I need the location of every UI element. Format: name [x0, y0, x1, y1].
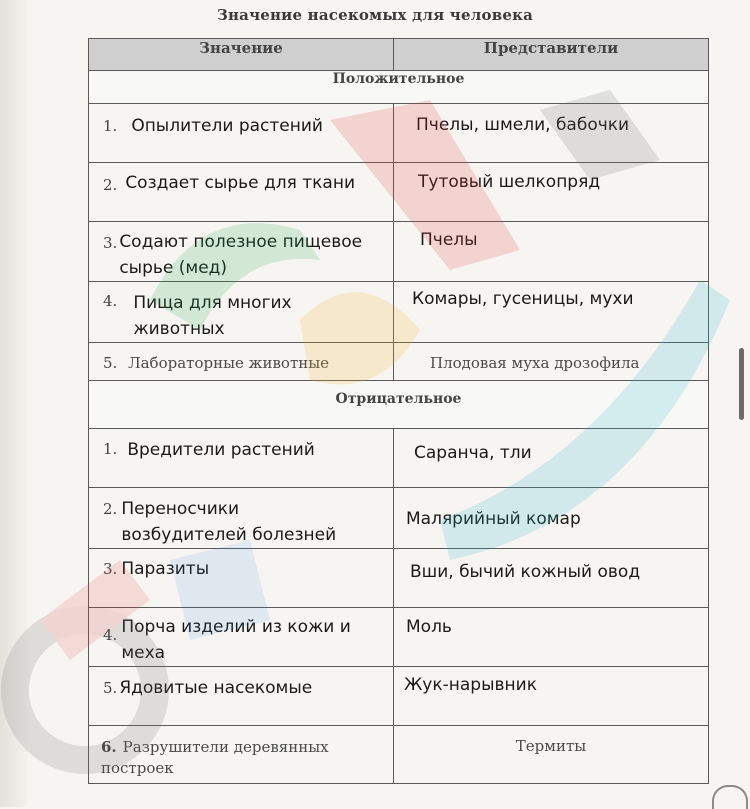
- representatives-cell: [394, 343, 709, 381]
- table-row: [89, 488, 709, 549]
- table-row: [89, 667, 709, 726]
- significance-text: Опылители растений: [131, 116, 323, 136]
- row-number: 6.: [101, 738, 117, 756]
- representatives-text: Саранча, тли: [414, 443, 532, 463]
- representatives-text: Вши, бычий кожный овод: [410, 562, 641, 582]
- section-label-positive: Положительное: [89, 71, 709, 104]
- significance-text: Пища для многих животных: [133, 293, 292, 339]
- table-row: [89, 104, 709, 163]
- significance-cell: [89, 549, 394, 608]
- significance-text: Ядовитые насекомые: [119, 678, 313, 698]
- row-number: 2.: [103, 176, 118, 194]
- significance-text: Паразиты: [121, 559, 210, 579]
- page-title: Значение насекомых для человека: [216, 6, 534, 24]
- table-row: [89, 222, 709, 282]
- significance-cell: [89, 488, 394, 549]
- row-number: 3.: [103, 560, 118, 578]
- representatives-cell: [394, 222, 709, 282]
- representatives-text: Плодовая муха дрозофила: [430, 354, 640, 372]
- representatives-text: Малярийный комар: [406, 509, 581, 529]
- representatives-cell: [394, 429, 709, 488]
- column-header-representatives: Представители: [394, 39, 709, 71]
- representatives-cell: [394, 608, 709, 667]
- representatives-text: Моль: [406, 617, 452, 637]
- representatives-cell: [394, 488, 709, 549]
- table-header-row: [89, 39, 709, 71]
- row-number: 4.: [103, 626, 118, 644]
- significance-cell: [89, 222, 394, 282]
- row-number: 5.: [103, 679, 118, 697]
- representatives-text: Жук-нарывник: [404, 675, 537, 695]
- significance-text: Создает сырье для ткани: [125, 173, 356, 193]
- row-number: 1.: [103, 440, 118, 458]
- section-label-negative: Отрицательное: [89, 381, 709, 429]
- significance-cell: [89, 282, 394, 343]
- significance-text: Разрушители деревянных построек: [101, 738, 329, 777]
- significance-cell: [89, 343, 394, 381]
- row-number: 4.: [103, 292, 118, 310]
- significance-cell: [89, 608, 394, 667]
- table-row: [89, 726, 709, 784]
- row-number: 1.: [103, 117, 118, 135]
- significance-text: Порча изделий из кожи и меха: [121, 617, 351, 663]
- scrollbar-thumb[interactable]: [739, 348, 744, 420]
- significance-text: Переносчики возбудителей болезней: [121, 499, 337, 545]
- significance-text: Содают полезное пищевое сырье (мед): [119, 232, 363, 278]
- table-row: [89, 429, 709, 488]
- significance-text: Лабораторные животные: [128, 354, 330, 372]
- significance-cell: [89, 667, 394, 726]
- section-row-positive: [89, 71, 709, 104]
- representatives-text: Тутовый шелкопряд: [418, 172, 601, 192]
- table-row: [89, 163, 709, 222]
- representatives-cell: [394, 104, 709, 163]
- row-number: 2.: [103, 500, 118, 518]
- table-row: [89, 608, 709, 667]
- row-number: 5.: [103, 354, 118, 372]
- significance-text-wrap: [89, 726, 393, 779]
- significance-cell: [89, 726, 394, 784]
- representatives-cell: [394, 163, 709, 222]
- significance-cell: [89, 429, 394, 488]
- representatives-text: Пчелы: [420, 230, 478, 250]
- representatives-cell: [394, 549, 709, 608]
- representatives-text: Термиты: [515, 737, 587, 755]
- representatives-cell: [394, 726, 709, 784]
- page-edge: [0, 0, 28, 807]
- insects-significance-table: [88, 38, 709, 784]
- column-header-significance: Значение: [89, 39, 394, 71]
- representatives-text: Пчелы, шмели, бабочки: [416, 115, 630, 135]
- corner-arc: [712, 785, 748, 809]
- representatives-cell: [394, 282, 709, 343]
- representatives-cell: [394, 667, 709, 726]
- table-row: [89, 282, 709, 343]
- significance-text: Вредители растений: [127, 440, 315, 460]
- representatives-text: Комары, гусеницы, мухи: [412, 289, 634, 309]
- section-row-negative: [89, 381, 709, 429]
- significance-cell: [89, 163, 394, 222]
- table-row: [89, 549, 709, 608]
- row-number: 3.: [103, 234, 118, 252]
- significance-cell: [89, 104, 394, 163]
- table-row: [89, 343, 709, 381]
